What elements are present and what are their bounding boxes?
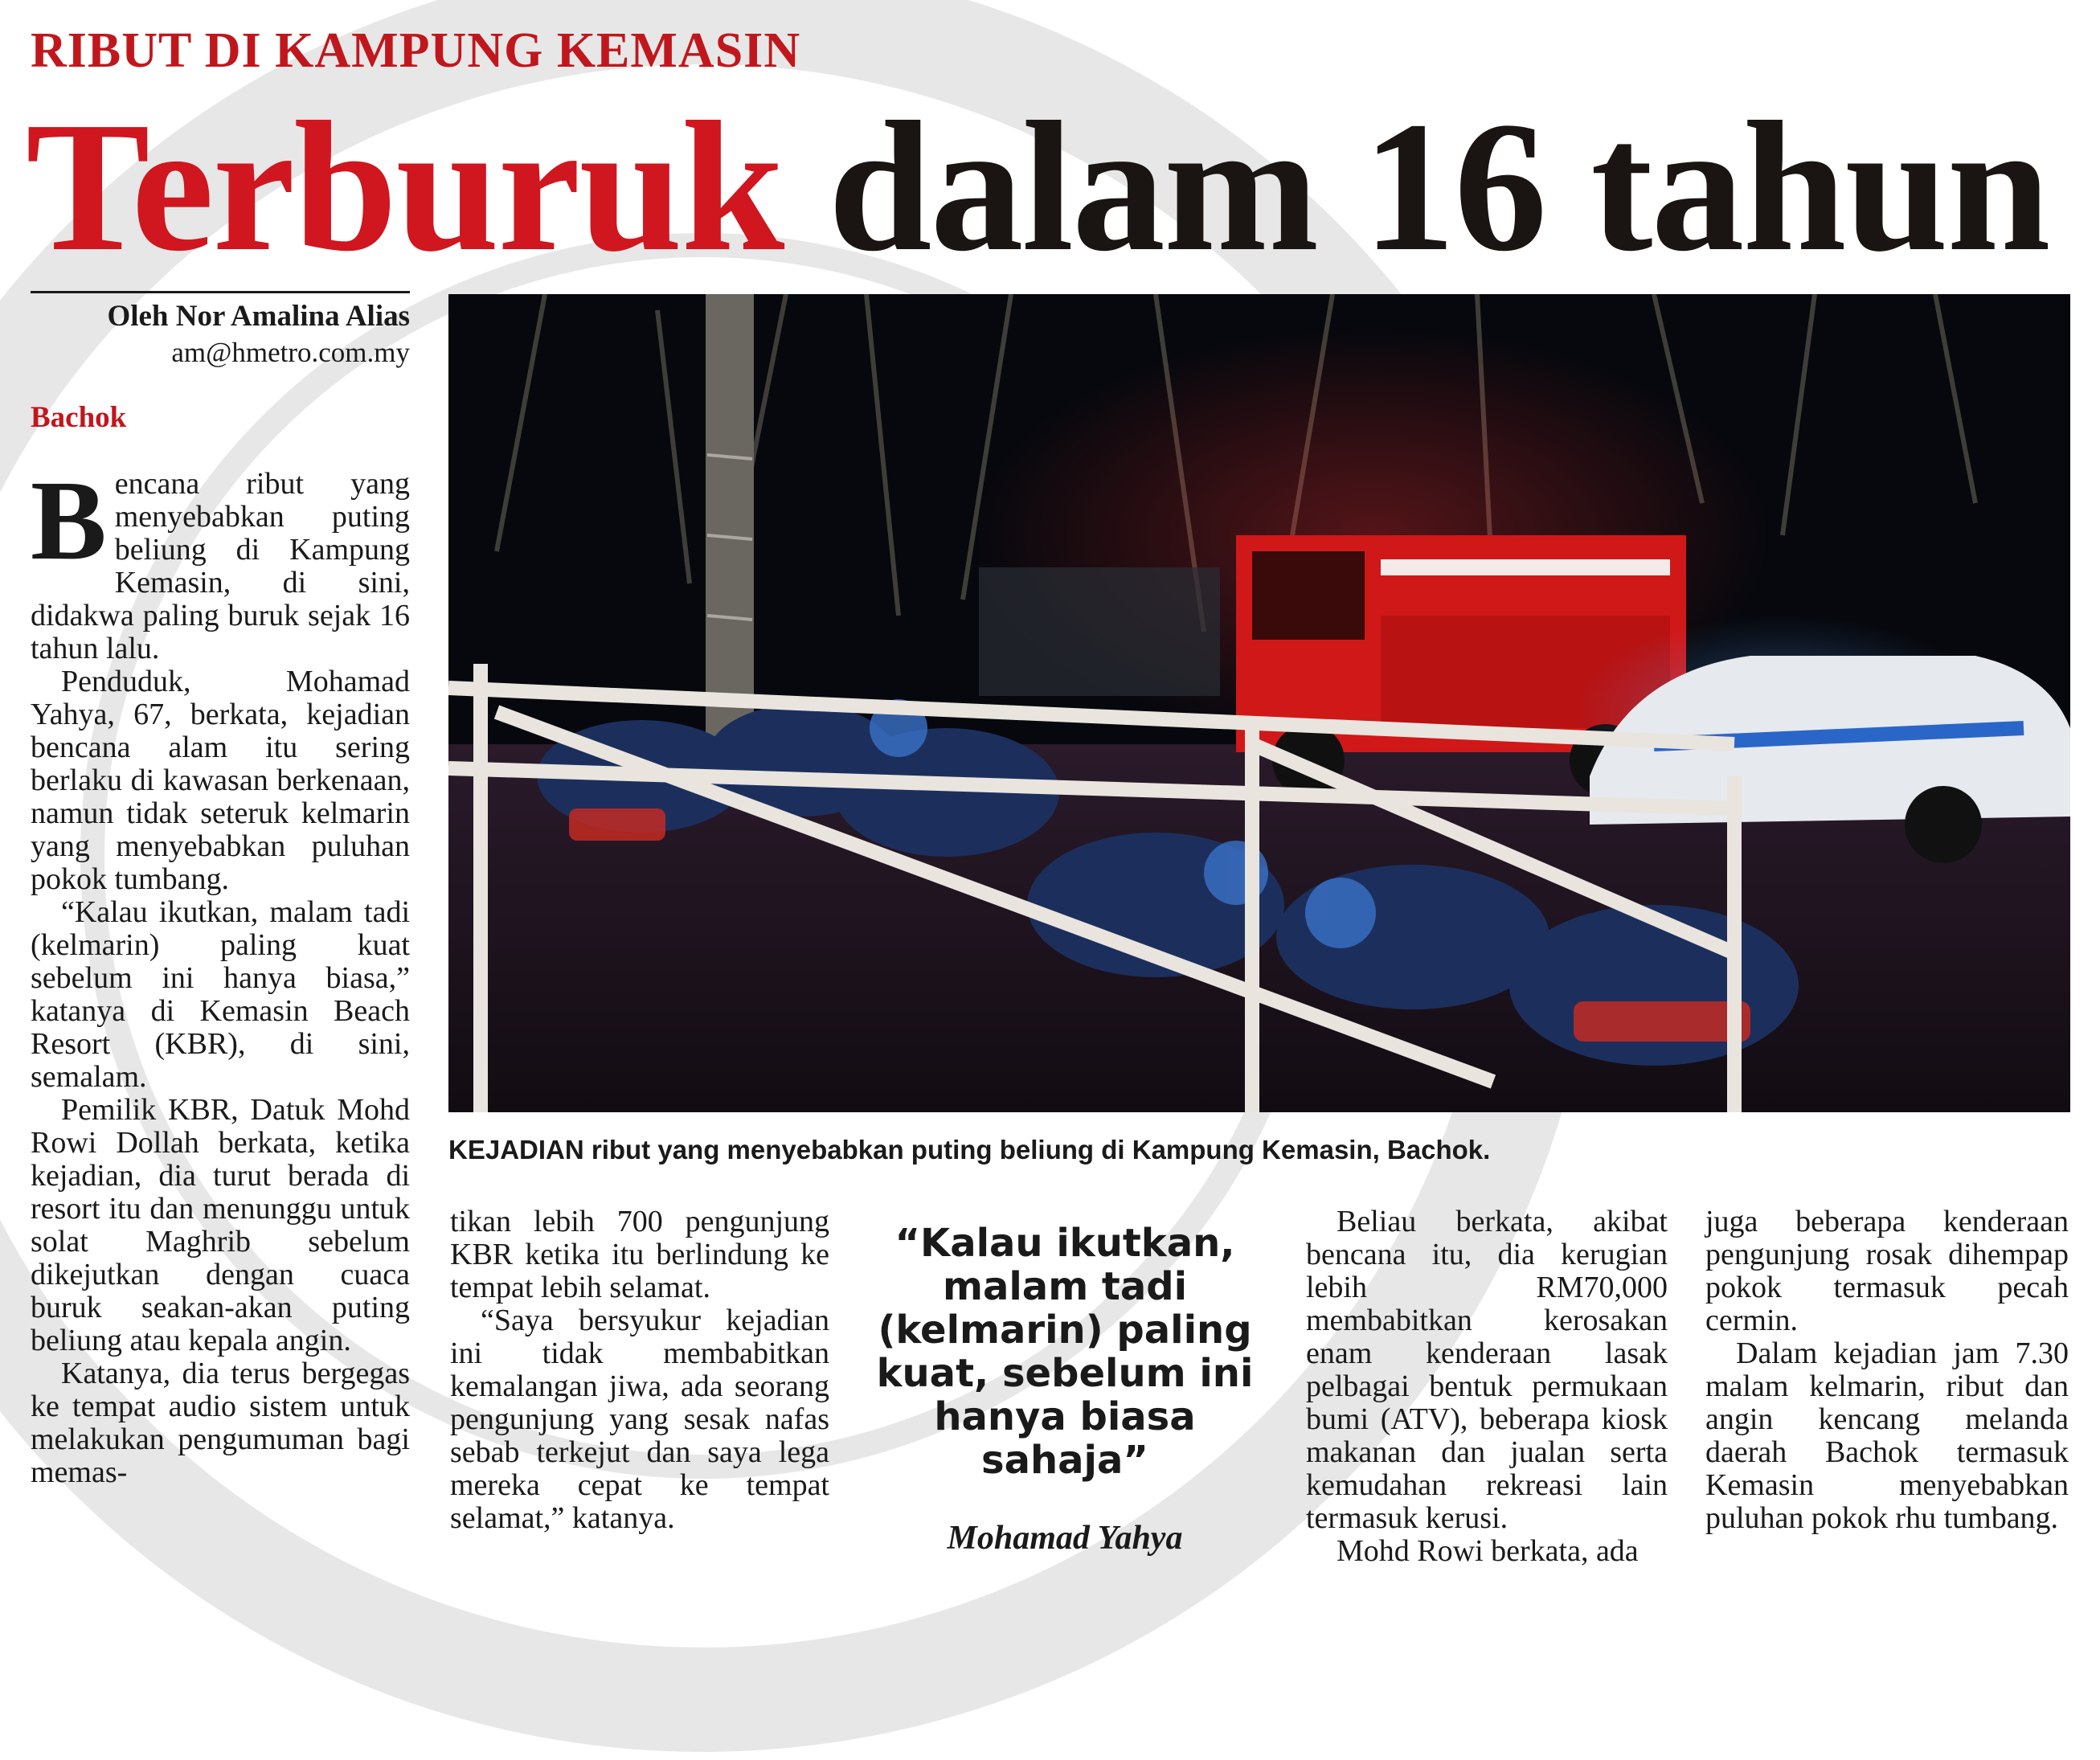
column-1-text: encana ribut yang menyebabkan puting beliung di Kampung Kemasin, di sini, didakwa paling buruk sejak 16 tahun lalu. Penduduk, Mohamad Yahya, 67, berkata, kejadian bencana alam itu sering berlaku di kawasan berkenaan, namun tidak seteruk kelmarin yang menyebabkan puluhan pokok tumbang. “Kalau ikutkan, malam tadi (kelmarin) paling kuat sebelum ini hanya biasa,” katanya di Kemasin Beach Resort (KBR), di sini, semalam. Pemilik KBR, Datuk Mohd Rowi Dollah berkata, ketika kejadian, dia turut berada di resort itu dan menunggu untuk solat Maghrib sebelum dikejutkan dengan cuaca buruk seakan-akan puting beliung atau kepala angin. Katanya, dia terus bergegas ke tempat audio sistem untuk melakukan pengumuman bagi memas- [31, 467, 410, 1489]
photo-caption: KEJADIAN ribut yang menyebabkan puting beliung di Kampung Kemasin, Bachok. [448, 1135, 1491, 1164]
author-email: am@hmetro.com.my [171, 337, 410, 368]
headline [26, 84, 2049, 290]
headline-black: dalam 16 tahun [828, 84, 2049, 290]
news-photo [448, 294, 2070, 1112]
photo-illustration [448, 294, 2070, 1112]
byline-rule [31, 291, 410, 293]
headline-red: Terburuk [26, 84, 784, 290]
article-column-1 [31, 456, 410, 1489]
pull-quote: “Kalau ikutkan, malam tadi (kelmarin) paling kuat, sebelum ini hanya biasa sahaja” [876, 1221, 1254, 1483]
article-column-2: tikan lebih 700 pengunjung KBR ketika itu berlindung ke tempat lebih selamat. “Saya bersyukur kejadian ini tidak membabitkan kemalangan jiwa, ada seorang pengunjung yang sesak nafas sebab terkejut dan saya lega mereka cepat ke tempat selamat,” katanya. [450, 1205, 829, 1535]
dateline: Bachok [31, 401, 127, 434]
article-column-4: Beliau berkata, akibat bencana itu, dia kerugian lebih RM70,000 membabitkan kerosakan enam kenderaan lasak pelbagai bentuk permukaan bumi (ATV), beberapa kiosk makanan dan jualan serta kemudahan rekreasi lain termasuk kerusi. Mohd Rowi berkata, ada [1306, 1205, 1668, 1568]
pull-quote-author: Mohamad Yahya [947, 1520, 1183, 1557]
drop-cap: B [31, 456, 107, 583]
kicker: RIBUT DI KAMPUNG KEMASIN [31, 23, 801, 78]
byline: Oleh Nor Amalina Alias [107, 300, 410, 333]
article-column-5: juga beberapa kenderaan pengunjung rosak dihempap pokok termasuk pecah cermin. Dalam kejadian jam 7.30 malam kelmarin, ribut dan angin kencang melanda daerah Bachok termasuk Kemasin menyebabkan puluhan pokok rhu tumbang. [1705, 1205, 2069, 1535]
